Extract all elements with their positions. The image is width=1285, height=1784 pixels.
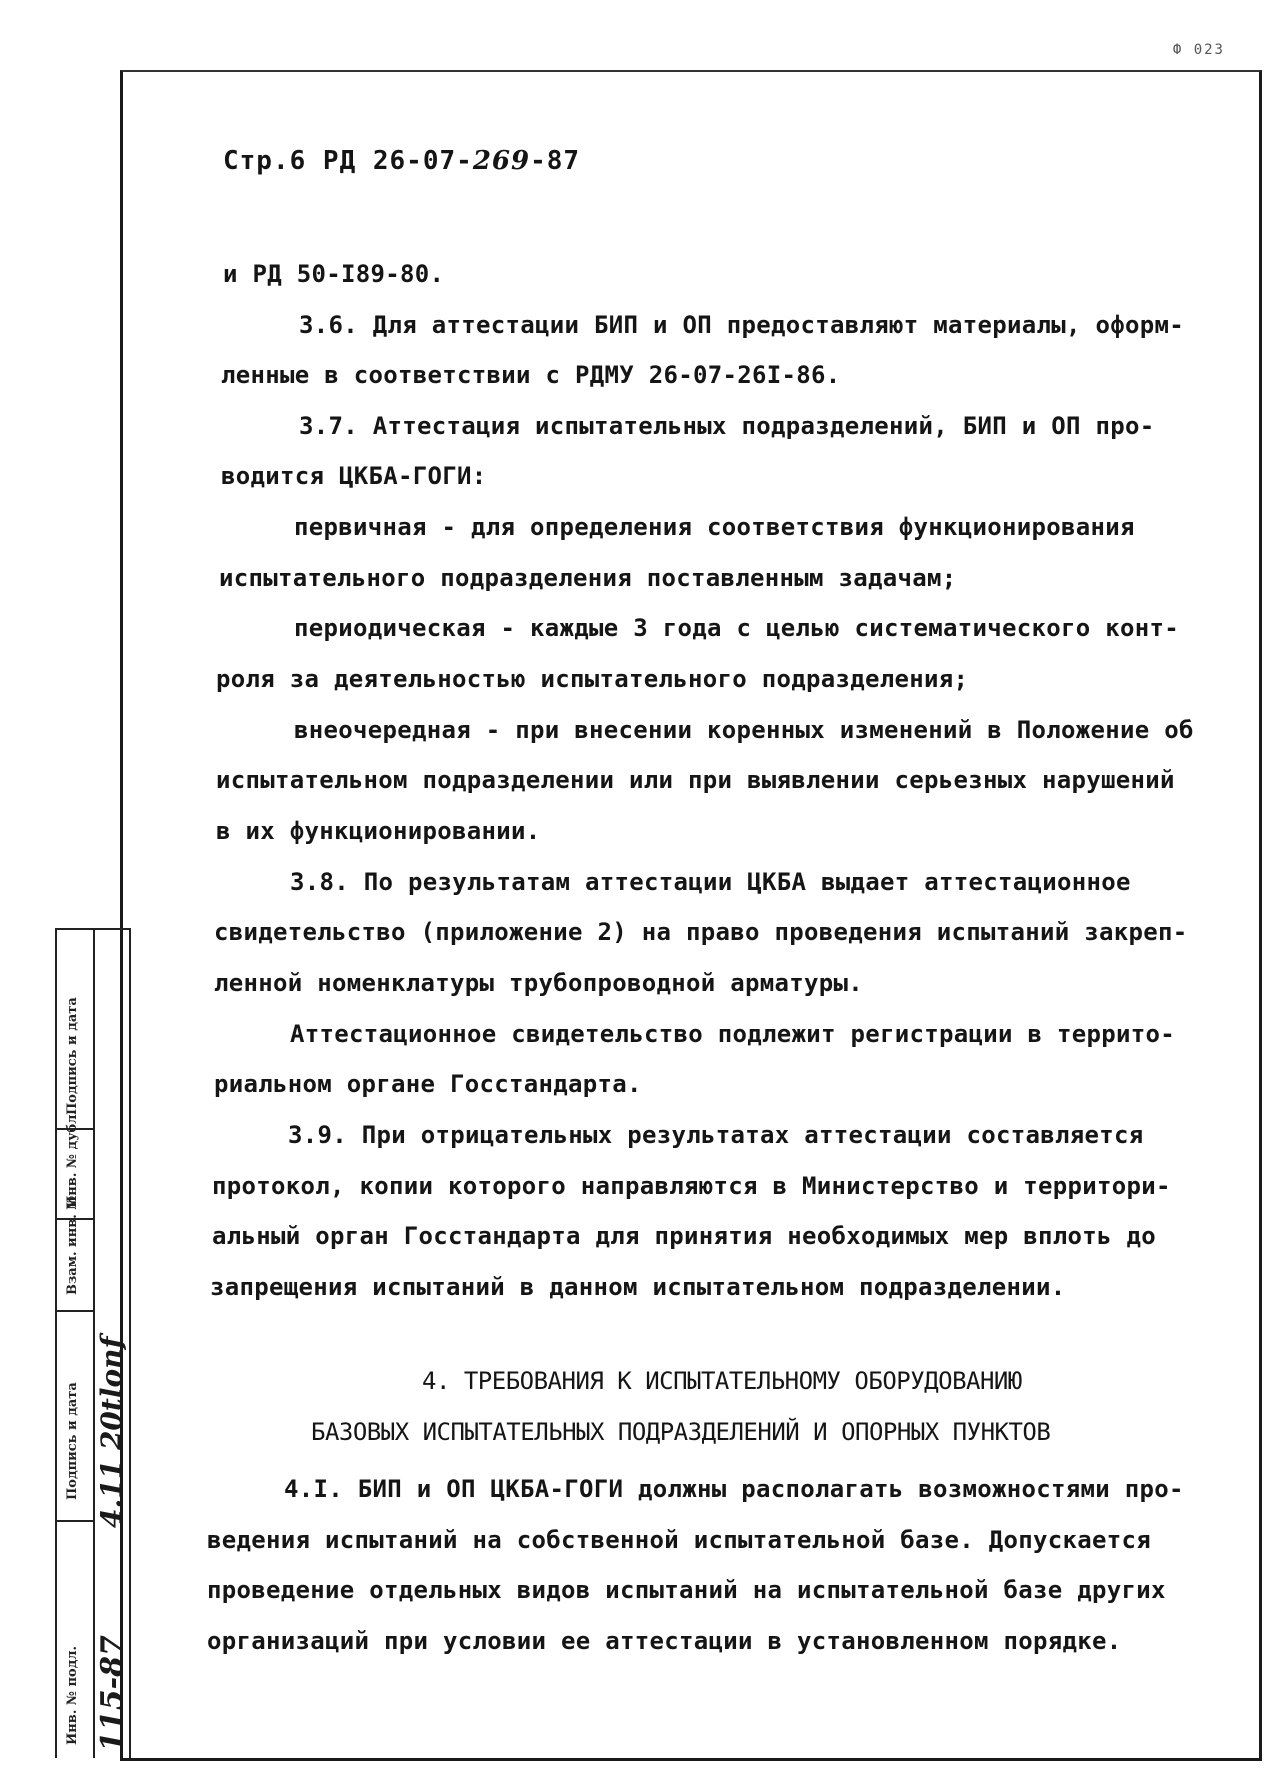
- body-line: запрещения испытаний в данном испытательном подразделении.: [210, 1273, 1066, 1301]
- stamp-label-inv-dubl: Инв. № дубл.: [65, 1110, 80, 1208]
- body-line: протокол, копии которого направляются в Министерство и территори-: [212, 1172, 1171, 1200]
- section-heading-line2: БАЗОВЫХ ИСПЫТАТЕЛЬНЫХ ПОДРАЗДЕЛЕНИЙ И ОПОРНЫХ ПУНКТОВ: [311, 1418, 1051, 1446]
- stamp-label-sign-date-2: Подпись и дата: [65, 997, 80, 1115]
- header-prefix: Стр.6 РД 26-07-: [223, 146, 473, 176]
- body-line: 3.6. Для аттестации БИП и ОП предоставляют материалы, оформ-: [299, 311, 1184, 339]
- handwritten-signature: 4.11 20tlonf: [95, 1336, 128, 1528]
- corner-mark: Ф 023: [1172, 42, 1225, 58]
- body-line: ленные в соответствии с РДМУ 26-07-26I-86.: [221, 361, 841, 389]
- header-suffix: -87: [530, 146, 581, 176]
- body-line: водится ЦКБА-ГОГИ:: [221, 462, 487, 490]
- body-line: Аттестационное свидетельство подлежит регистрации в террито-: [290, 1020, 1175, 1048]
- header-handwritten-number: 269: [472, 146, 531, 176]
- section-line: 4.I. БИП и ОП ЦКБА-ГОГИ должны располагать возможностями про-: [284, 1475, 1184, 1503]
- body-line: 3.9. При отрицательных результатах аттестации составляется: [288, 1121, 1144, 1149]
- body-line: роля за деятельностью испытательного подразделения;: [216, 665, 969, 693]
- stamp-label-inv-podl: Инв. № подл.: [65, 1645, 80, 1745]
- body-line: риальном органе Госстандарта.: [214, 1070, 642, 1098]
- stamp-label-sign-date: Подпись и дата: [65, 1382, 80, 1500]
- body-line: альный орган Госстандарта для принятия необходимых мер вплоть до: [212, 1222, 1156, 1250]
- body-line: 3.8. По результатам аттестации ЦКБА выдает аттестационное: [290, 868, 1131, 896]
- section-line: организаций при условии ее аттестации в установленном порядке.: [207, 1627, 1122, 1655]
- body-line: первичная - для определения соответствия функционирования: [294, 513, 1135, 541]
- body-line: испытательного подразделения поставленным задачам;: [219, 564, 957, 592]
- body-line: в их функционировании.: [216, 817, 541, 845]
- section-heading-line1: 4. ТРЕБОВАНИЯ К ИСПЫТАТЕЛЬНОМУ ОБОРУДОВАНИЮ: [422, 1367, 1022, 1395]
- handwritten-inventory-number: 115-87: [95, 1635, 130, 1752]
- section-line: проведение отдельных видов испытаний на испытательной базе других: [207, 1576, 1166, 1604]
- stamp-label-vzam-inv: Взам. инв. №: [65, 1195, 80, 1295]
- margin-stamp: [55, 928, 131, 1758]
- body-line: периодическая - каждые 3 года с целью систематического конт-: [294, 614, 1179, 642]
- page-header: [223, 146, 580, 176]
- body-line: внеочередная - при внесении коренных изменений в Положение об: [294, 716, 1194, 744]
- section-line: ведения испытаний на собственной испытательной базе. Допускается: [207, 1526, 1151, 1554]
- body-line: ленной номенклатуры трубопроводной арматуры.: [214, 969, 863, 997]
- body-line: 3.7. Аттестация испытательных подразделений, БИП и ОП про-: [299, 412, 1155, 440]
- body-line: свидетельство (приложение 2) на право проведения испытаний закреп-: [214, 918, 1188, 946]
- body-line: испытательном подразделении или при выявлении серьезных нарушений: [216, 766, 1175, 794]
- body-line: и РД 50-I89-80.: [223, 260, 445, 288]
